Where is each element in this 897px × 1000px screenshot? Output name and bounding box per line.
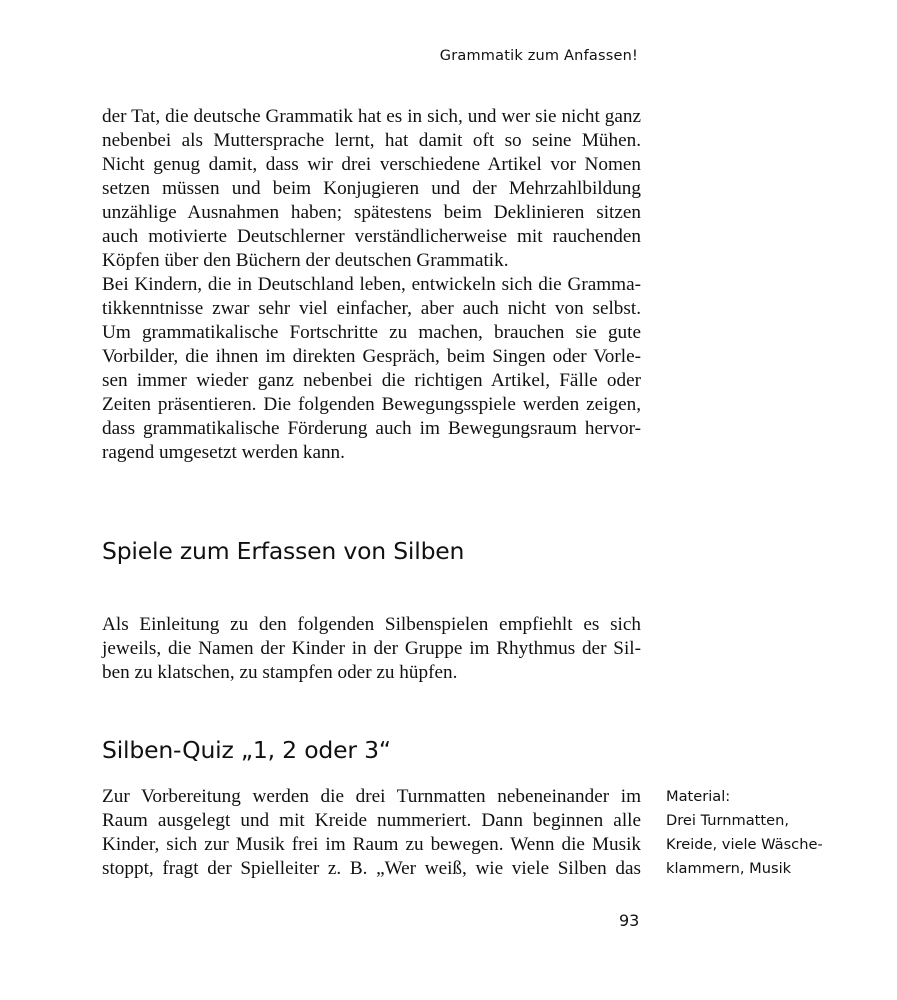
- text-line: Nicht genug damit, dass wir drei verschiedene Artikel vor Nomen: [102, 154, 641, 175]
- text-line: der Tat, die deutsche Grammatik hat es in sich, und wer sie nicht ganz: [102, 106, 641, 127]
- text-line: Vorbilder, die ihnen im direkten Gespräch, beim Singen oder Vorle-: [102, 346, 641, 367]
- text-line: Zur Vorbereitung werden die drei Turnmatten nebeneinander im: [102, 786, 641, 807]
- material-label: Material:: [666, 788, 731, 805]
- text-line: Zeiten präsentieren. Die folgenden Bewegungsspiele werden zeigen,: [102, 394, 641, 415]
- text-line: ragend umgesetzt werden kann.: [102, 442, 345, 463]
- text-line: sen immer wieder ganz nebenbei die richtigen Artikel, Fälle oder: [102, 370, 641, 391]
- text-line: ben zu klatschen, zu stampfen oder zu hüpfen.: [102, 662, 458, 683]
- page-number: 93: [619, 911, 640, 930]
- material-line: Kreide, viele Wäsche-: [666, 836, 823, 853]
- text-line: auch motivierte Deutschlerner verständlicherweise mit rauchenden: [102, 226, 641, 247]
- text-line: setzen müssen und beim Konjugieren und der Mehrzahlbildung: [102, 178, 641, 199]
- running-head: Grammatik zum Anfassen!: [439, 48, 638, 64]
- material-line: Drei Turnmatten,: [666, 812, 789, 829]
- text-line: Um grammatikalische Fortschritte zu machen, brauchen sie gute: [102, 322, 641, 343]
- text-line: Kinder, sich zur Musik frei im Raum zu bewegen. Wenn die Musik: [102, 834, 641, 855]
- section-heading: Spiele zum Erfassen von Silben: [102, 537, 465, 565]
- text-line: jeweils, die Namen der Kinder in der Gruppe im Rhythmus der Sil-: [102, 638, 641, 659]
- text-line: stoppt, fragt der Spielleiter z. B. „Wer weiß, wie viele Silben das: [102, 858, 641, 879]
- material-line: klammern, Musik: [666, 860, 792, 877]
- text-line: Bei Kindern, die in Deutschland leben, entwickeln sich die Gramma-: [102, 274, 641, 295]
- subsection-heading: Silben-Quiz „1, 2 oder 3“: [102, 736, 391, 764]
- text-line: Raum ausgelegt und mit Kreide nummeriert. Dann beginnen alle: [102, 810, 641, 831]
- text-line: tikkenntnisse zwar sehr viel einfacher, aber auch nicht von selbst.: [102, 298, 641, 319]
- text-line: Köpfen über den Büchern der deutschen Grammatik.: [102, 250, 509, 271]
- text-line: dass grammatikalische Förderung auch im Bewegungsraum hervor-: [102, 418, 641, 439]
- text-line: nebenbei als Muttersprache lernt, hat damit oft so seine Mühen.: [102, 130, 641, 151]
- text-line: unzählige Ausnahmen haben; spätestens beim Deklinieren sitzen: [102, 202, 641, 223]
- text-line: Als Einleitung zu den folgenden Silbenspielen empfiehlt es sich: [102, 614, 641, 635]
